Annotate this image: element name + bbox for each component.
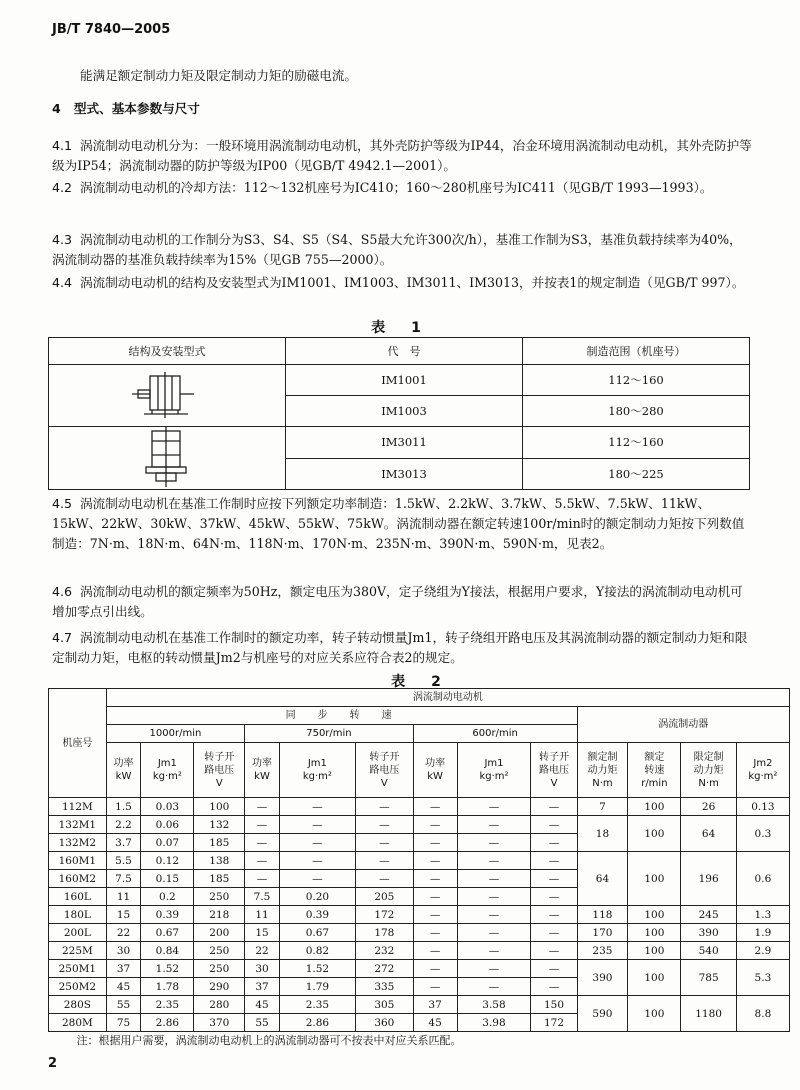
clause-number: 4.1 <box>52 138 73 153</box>
header-code: 代 号 <box>286 338 523 365</box>
power-cell: — <box>245 816 280 834</box>
power-cell: 7.5 <box>245 888 280 906</box>
power-cell: — <box>413 852 457 870</box>
table-header-row <box>49 689 790 707</box>
range-cell: 180～280 <box>523 396 750 427</box>
limit-torque-cell: 245 <box>681 906 736 924</box>
header-jm1: Jm1 kg·m² <box>279 743 355 798</box>
voltage-cell: — <box>531 798 577 816</box>
jm1-cell: 0.2 <box>141 888 194 906</box>
voltage-cell: — <box>531 852 577 870</box>
jm1-cell: 1.79 <box>279 978 355 996</box>
table-row <box>49 852 790 870</box>
voltage-cell: 218 <box>194 906 245 924</box>
table-header-row <box>49 338 750 365</box>
power-cell: — <box>413 870 457 888</box>
power-cell: — <box>245 870 280 888</box>
jm1-cell: — <box>457 834 531 852</box>
jm1-cell: — <box>279 870 355 888</box>
power-cell: — <box>413 816 457 834</box>
clause-number: 4.6 <box>52 584 73 599</box>
power-cell: 30 <box>106 942 141 960</box>
clause-number: 4.7 <box>52 630 73 645</box>
header-speed-750: 750r/min <box>245 725 414 743</box>
power-cell: 45 <box>245 996 280 1014</box>
limit-torque-cell: 390 <box>681 924 736 942</box>
rated-torque-cell: 64 <box>577 852 628 906</box>
jm2-cell: 1.9 <box>736 924 789 942</box>
rated-speed-cell: 100 <box>628 924 681 942</box>
power-cell: — <box>413 834 457 852</box>
voltage-cell: 172 <box>531 1014 577 1032</box>
range-cell: 112～160 <box>523 365 750 396</box>
jm1-cell: — <box>457 852 531 870</box>
rated-speed-cell: 100 <box>628 798 681 816</box>
header-sync-speed: 同 步 转 速 <box>106 707 577 725</box>
voltage-cell: 185 <box>194 834 245 852</box>
foot-mount-icon <box>122 370 212 422</box>
rated-torque-cell: 18 <box>577 816 628 852</box>
intro-line: 能满足额定制动力矩及限定制动力矩的励磁电流。 <box>80 68 358 83</box>
jm2-cell: 0.13 <box>736 798 789 816</box>
header-jm1: Jm1 kg·m² <box>457 743 531 798</box>
voltage-cell: — <box>355 798 413 816</box>
jm1-cell: 0.20 <box>279 888 355 906</box>
section-heading <box>52 99 752 119</box>
limit-torque-cell: 540 <box>681 942 736 960</box>
voltage-cell: — <box>355 816 413 834</box>
header-motor: 涡流制动电动机 <box>106 689 789 707</box>
limit-torque-cell: 1180 <box>681 996 736 1032</box>
power-cell: 11 <box>106 888 141 906</box>
table-note: 注：根据用户需要，涡流制动电动机上的涡流制动器可不按表中对应关系匹配。 <box>49 1032 790 1050</box>
power-cell: 1.5 <box>106 798 141 816</box>
limit-torque-cell: 64 <box>681 816 736 852</box>
header-voltage: 转子开 路电压 V <box>355 743 413 798</box>
voltage-cell: — <box>531 924 577 942</box>
jm1-cell: — <box>457 960 531 978</box>
range-cell: 180～225 <box>523 458 750 490</box>
rated-speed-cell: 100 <box>628 960 681 996</box>
power-cell: — <box>245 852 280 870</box>
clause-4-2 <box>52 178 752 198</box>
header-voltage: 转子开 路电压 V <box>531 743 577 798</box>
voltage-cell: 250 <box>194 942 245 960</box>
power-cell: 37 <box>106 960 141 978</box>
rated-speed-cell: 100 <box>628 852 681 906</box>
table2-title: 表 2 <box>391 674 447 690</box>
voltage-cell: — <box>355 834 413 852</box>
clause-number: 4.3 <box>52 232 73 247</box>
header-power: 功率 kW <box>245 743 280 798</box>
rated-speed-cell: 100 <box>628 942 681 960</box>
frame-cell: 250M2 <box>49 978 107 996</box>
code-cell: IM3013 <box>286 458 523 490</box>
header-structure: 结构及安装型式 <box>49 338 286 365</box>
voltage-cell: 250 <box>194 960 245 978</box>
voltage-cell: 172 <box>355 906 413 924</box>
clause-text: 涡流制动电动机的冷却方法：112～132机座号为IC410；160～280机座号为IC411（见GB/T 1993—1993）。 <box>80 180 713 195</box>
jm1-cell: — <box>457 942 531 960</box>
voltage-cell: — <box>531 978 577 996</box>
power-cell: — <box>413 798 457 816</box>
jm1-cell: — <box>279 852 355 870</box>
power-cell: — <box>413 888 457 906</box>
jm1-cell: 0.67 <box>141 924 194 942</box>
clause-text: 涡流制动电动机的额定频率为50Hz，额定电压为380V，定子绕组为Y接法，根据用户要求，Y接法的涡流制动电动机可增加零点引出线。 <box>52 584 743 619</box>
clause-text: 涡流制动电动机在基准工作制时的额定功率，转子转动惯量Jm1，转子绕组开路电压及其涡流制动器的额定制动力矩和限定制动力矩，电枢的转动惯量Jm2与机座号的对应关系应符合表2的规定。 <box>52 630 748 665</box>
power-cell: — <box>413 906 457 924</box>
power-cell: — <box>245 834 280 852</box>
jm2-cell: 0.6 <box>736 852 789 906</box>
power-cell: — <box>413 942 457 960</box>
jm1-cell: 0.39 <box>141 906 194 924</box>
power-cell: — <box>413 924 457 942</box>
jm1-cell: 2.86 <box>141 1014 194 1032</box>
jm1-cell: 1.52 <box>279 960 355 978</box>
jm1-cell: — <box>457 798 531 816</box>
header-jm2: Jm2 kg·m² <box>736 743 789 798</box>
rated-speed-cell: 100 <box>628 816 681 852</box>
frame-cell: 280M <box>49 1014 107 1032</box>
jm1-cell: 3.58 <box>457 996 531 1014</box>
jm1-cell: — <box>279 816 355 834</box>
range-cell: 112～160 <box>523 427 750 459</box>
clause-4-4 <box>52 273 752 293</box>
voltage-cell: — <box>531 960 577 978</box>
jm2-cell: 0.3 <box>736 816 789 852</box>
power-cell: 45 <box>413 1014 457 1032</box>
clause-4-1 <box>52 136 752 176</box>
voltage-cell: 335 <box>355 978 413 996</box>
power-cell: — <box>413 978 457 996</box>
header-power: 功率 kW <box>413 743 457 798</box>
rated-speed-cell: 100 <box>628 906 681 924</box>
power-cell: 5.5 <box>106 852 141 870</box>
header-jm1: Jm1 kg·m² <box>141 743 194 798</box>
clause-text: 涡流制动电动机分为：一般环境用涡流制动电动机，其外壳防护等级为IP44，冶金环境用涡流制动电动机，其外壳防护等级为IP54；涡流制动器的防护等级为IP00（见GB/T 4942.1—2001）。 <box>52 138 752 173</box>
clause-number: 4.5 <box>52 496 73 511</box>
table1-title: 表 1 <box>371 320 427 336</box>
frame-cell: 225M <box>49 942 107 960</box>
rated-torque-cell: 235 <box>577 942 628 960</box>
power-cell: 15 <box>106 906 141 924</box>
jm1-cell: 0.15 <box>141 870 194 888</box>
header-frame: 机座号 <box>49 689 107 798</box>
power-cell: 37 <box>245 978 280 996</box>
frame-cell: 160L <box>49 888 107 906</box>
jm1-cell: 3.98 <box>457 1014 531 1032</box>
frame-cell: 132M2 <box>49 834 107 852</box>
voltage-cell: — <box>531 942 577 960</box>
voltage-cell: 185 <box>194 870 245 888</box>
rated-torque-cell: 118 <box>577 906 628 924</box>
jm1-cell: 0.84 <box>141 942 194 960</box>
voltage-cell: 138 <box>194 852 245 870</box>
jm1-cell: 2.86 <box>279 1014 355 1032</box>
jm1-cell: — <box>457 888 531 906</box>
table-1 <box>48 337 750 490</box>
jm1-cell: 0.03 <box>141 798 194 816</box>
voltage-cell: 370 <box>194 1014 245 1032</box>
jm1-cell: 0.06 <box>141 816 194 834</box>
jm1-cell: 0.67 <box>279 924 355 942</box>
voltage-cell: 178 <box>355 924 413 942</box>
jm1-cell: 0.12 <box>141 852 194 870</box>
power-cell: 22 <box>245 942 280 960</box>
header-rated-torque: 额定制 动力矩 N·m <box>577 743 628 798</box>
jm2-cell: 2.9 <box>736 942 789 960</box>
jm1-cell: 2.35 <box>279 996 355 1014</box>
clause-text: 涡流制动电动机的工作制分为S3、S4、S5（S4、S5最大允许300次/h），基准工作制为S3，基准负载持续率为40%，涡流制动器的基准负载持续率为15%（见GB 755—2000）。 <box>52 232 742 267</box>
frame-cell: 160M1 <box>49 852 107 870</box>
clause-4-7 <box>52 628 752 668</box>
table-note-row <box>49 1032 790 1050</box>
voltage-cell: 272 <box>355 960 413 978</box>
power-cell: 22 <box>106 924 141 942</box>
voltage-cell: — <box>355 870 413 888</box>
voltage-cell: — <box>531 870 577 888</box>
code-cell: IM3011 <box>286 427 523 459</box>
jm2-cell: 1.3 <box>736 906 789 924</box>
voltage-cell: — <box>531 888 577 906</box>
frame-cell: 132M1 <box>49 816 107 834</box>
table-row <box>49 427 750 459</box>
limit-torque-cell: 785 <box>681 960 736 996</box>
jm1-cell: 1.52 <box>141 960 194 978</box>
flange-mount-icon <box>122 427 212 489</box>
power-cell: 7.5 <box>106 870 141 888</box>
jm1-cell: 0.07 <box>141 834 194 852</box>
jm1-cell: — <box>457 816 531 834</box>
header-power: 功率 kW <box>106 743 141 798</box>
standard-header: JB/T 7840—2005 <box>52 22 171 37</box>
voltage-cell: 360 <box>355 1014 413 1032</box>
power-cell: 55 <box>106 996 141 1014</box>
table-row <box>49 906 790 924</box>
voltage-cell: — <box>355 852 413 870</box>
header-speed-600: 600r/min <box>413 725 577 743</box>
header-rated-speed: 额定 转速 r/min <box>628 743 681 798</box>
voltage-cell: 250 <box>194 888 245 906</box>
jm1-cell: — <box>457 978 531 996</box>
header-limit-torque: 限定制 动力矩 N·m <box>681 743 736 798</box>
section-number: 4 <box>52 101 61 116</box>
jm1-cell: — <box>279 798 355 816</box>
voltage-cell: 290 <box>194 978 245 996</box>
table-header-row <box>49 743 790 798</box>
jm1-cell: 1.78 <box>141 978 194 996</box>
limit-torque-cell: 26 <box>681 798 736 816</box>
table-row <box>49 365 750 396</box>
code-cell: IM1001 <box>286 365 523 396</box>
jm1-cell: — <box>457 870 531 888</box>
header-brake: 涡流制动器 <box>577 707 789 743</box>
rated-torque-cell: 170 <box>577 924 628 942</box>
table-row <box>49 996 790 1014</box>
voltage-cell: 100 <box>194 798 245 816</box>
clause-number: 4.4 <box>52 275 73 290</box>
table-row <box>49 942 790 960</box>
power-cell: 30 <box>245 960 280 978</box>
clause-number: 4.2 <box>52 180 73 195</box>
rated-torque-cell: 390 <box>577 960 628 996</box>
table-row <box>49 816 790 834</box>
frame-cell: 112M <box>49 798 107 816</box>
voltage-cell: — <box>531 906 577 924</box>
power-cell: 37 <box>413 996 457 1014</box>
voltage-cell: — <box>531 816 577 834</box>
jm1-cell: 0.82 <box>279 942 355 960</box>
rated-torque-cell: 7 <box>577 798 628 816</box>
frame-cell: 280S <box>49 996 107 1014</box>
voltage-cell: 305 <box>355 996 413 1014</box>
mounting-drawing-flange <box>49 427 286 490</box>
clause-4-3 <box>52 230 752 270</box>
jm1-cell: — <box>279 834 355 852</box>
voltage-cell: 232 <box>355 942 413 960</box>
table-header-row <box>49 707 790 725</box>
clause-4-6 <box>52 582 752 622</box>
table-2-body <box>49 798 790 1032</box>
power-cell: 55 <box>245 1014 280 1032</box>
power-cell: 2.2 <box>106 816 141 834</box>
table-row <box>49 798 790 816</box>
voltage-cell: 150 <box>531 996 577 1014</box>
power-cell: 45 <box>106 978 141 996</box>
frame-cell: 180L <box>49 906 107 924</box>
clause-4-5 <box>52 494 752 554</box>
power-cell: 75 <box>106 1014 141 1032</box>
power-cell: 3.7 <box>106 834 141 852</box>
section-title: 型式、基本参数与尺寸 <box>73 101 200 116</box>
clause-text: 涡流制动电动机的结构及安装型式为IM1001、IM1003、IM3011、IM3013，并按表1的规定制造（见GB/T 997）。 <box>80 275 745 290</box>
jm2-cell: 8.8 <box>736 996 789 1032</box>
voltage-cell: 132 <box>194 816 245 834</box>
voltage-cell: 200 <box>194 924 245 942</box>
table-row <box>49 960 790 978</box>
power-cell: — <box>245 798 280 816</box>
jm1-cell: — <box>457 906 531 924</box>
header-speed-1000: 1000r/min <box>106 725 244 743</box>
jm1-cell: — <box>457 924 531 942</box>
power-cell: 15 <box>245 924 280 942</box>
table-row <box>49 924 790 942</box>
table-2 <box>48 688 790 1049</box>
power-cell: 11 <box>245 906 280 924</box>
code-cell: IM1003 <box>286 396 523 427</box>
jm2-cell: 5.3 <box>736 960 789 996</box>
voltage-cell: 205 <box>355 888 413 906</box>
voltage-cell: 280 <box>194 996 245 1014</box>
voltage-cell: — <box>531 834 577 852</box>
header-range: 制造范围（机座号） <box>523 338 750 365</box>
rated-torque-cell: 590 <box>577 996 628 1032</box>
page-number: 2 <box>48 1056 58 1071</box>
jm1-cell: 0.39 <box>279 906 355 924</box>
jm1-cell: 2.35 <box>141 996 194 1014</box>
mounting-drawing-foot <box>49 365 286 427</box>
frame-cell: 250M1 <box>49 960 107 978</box>
frame-cell: 160M2 <box>49 870 107 888</box>
limit-torque-cell: 196 <box>681 852 736 906</box>
rated-speed-cell: 100 <box>628 996 681 1032</box>
clause-text: 涡流制动电动机在基准工作制时应按下列额定功率制造：1.5kW、2.2kW、3.7kW、5.5kW、7.5kW、11kW、15kW、22kW、30kW、37kW、45kW、55kW、75kW。涡流制动器在额定转速100r/min时的额定制动力矩按下列数值制造：7N·m、18N·m、64N·m、118N·m、170N·m、235N·m、390N·m、590N·m，见表2。 <box>52 496 745 551</box>
header-voltage: 转子开 路电压 V <box>194 743 245 798</box>
power-cell: — <box>413 960 457 978</box>
frame-cell: 200L <box>49 924 107 942</box>
